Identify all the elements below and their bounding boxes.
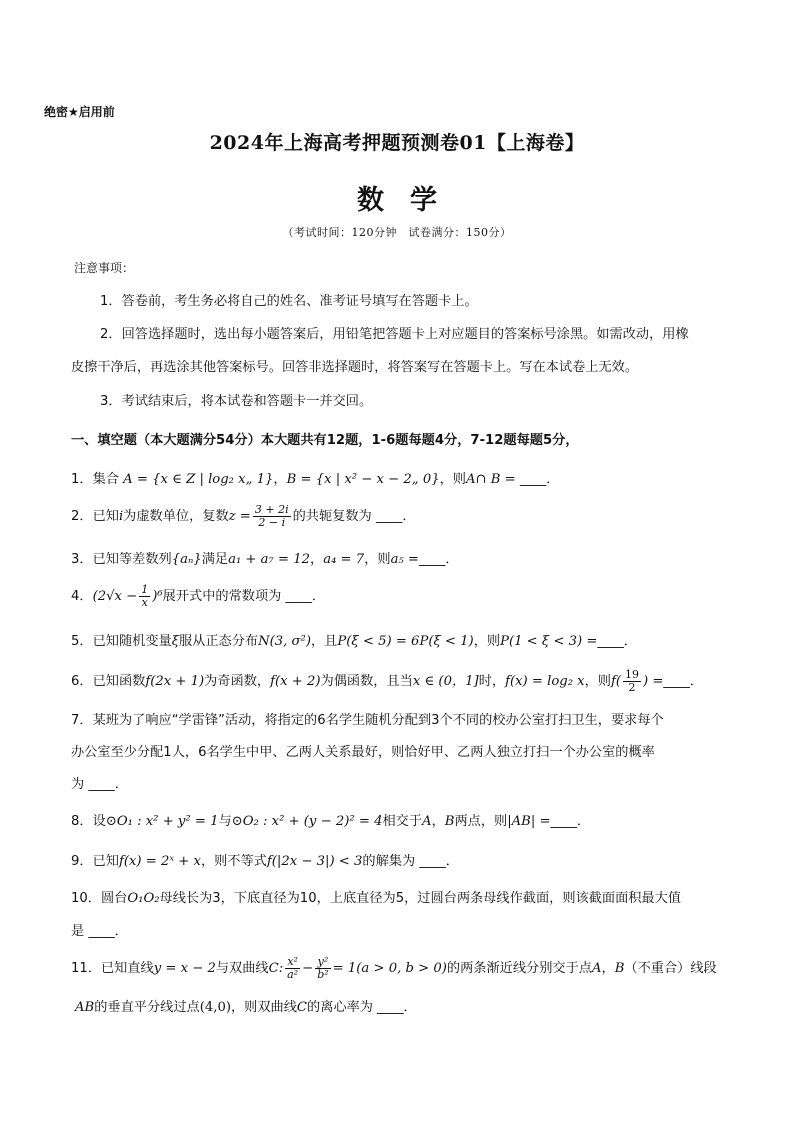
question-9 — [71, 850, 459, 869]
q8-sep: ， — [431, 814, 445, 829]
q3-cond2: a₄ = 7 — [323, 552, 365, 567]
q6-prefix: 6．已知函数 — [71, 674, 146, 690]
q4-expr-b: )⁶ — [152, 589, 163, 605]
question-5 — [71, 630, 637, 649]
q7-line3-text: 为 — [71, 777, 85, 792]
q11-den-2: b² — [317, 967, 329, 981]
question-8 — [71, 810, 590, 829]
q10-frustum-name: O₁O₂ — [127, 891, 160, 906]
q11-point-a: A — [591, 961, 602, 977]
q1-set-b: B = {x | x² − x − 2„ 0} — [286, 472, 440, 487]
q6-domain: x ∈ (0，1] — [412, 674, 479, 690]
notice-item-2-cont: 皮擦干净后，再选涂其他答案标号。回答非选择题时，将答案写在答题卡上。写在本试卷上无效。 — [71, 360, 639, 375]
q6-f2: f(x + 2) — [270, 674, 321, 690]
q5-cond: P(ξ < 5) = 6P(ξ < 1) — [337, 634, 474, 649]
q1-blank[interactable]: ____． — [519, 472, 560, 487]
q8-mid2: 相交于 — [382, 814, 423, 829]
q9-mid: ，则不等式 — [200, 854, 267, 869]
question-2 — [71, 504, 416, 528]
q6-ask: ，则 — [584, 674, 611, 690]
q1-sep: ， — [273, 472, 287, 487]
q1-set-a: A = {x ∈ Z | log₂ x„ 1} — [123, 472, 274, 487]
confidential-label: 绝密★启用前 — [44, 105, 115, 119]
q10-line1-text: 母线长为3，下底直径为10，上底直径为5，过圆台两条母线作截面，则该截面面积最大值 — [159, 891, 682, 906]
q11-num-2: y² — [315, 956, 330, 969]
q3-target: a₅ = — [390, 552, 419, 567]
q6-target: f( — [611, 674, 622, 690]
question-10-line-1 — [71, 887, 681, 906]
q11-line-eq: y = x − 2 — [153, 961, 216, 977]
q11-den-1: a² — [287, 967, 299, 981]
q11-prefix: 11．已知直线 — [71, 961, 154, 977]
q9-prefix: 9．已知 — [71, 854, 119, 869]
notice-item-3: 3．考试结束后，将本试卷和答题卡一并交回。 — [100, 394, 373, 409]
q2-z: z = — [228, 509, 251, 525]
q4-numerator: 1 — [141, 583, 149, 596]
q10-blank[interactable]: ____． — [88, 924, 128, 939]
q10-line2-text: 是 — [71, 924, 85, 939]
q11-point-b: B — [614, 961, 625, 977]
q8-target: |AB| = — [507, 814, 551, 829]
q11-curve: C: — [268, 961, 284, 977]
notice-item-2: 2．回答选择题时，选出每小题答案后，用铅笔把答题卡上对应题目的答案标号涂黑。如需改动，用橡 — [100, 327, 689, 342]
q2-i: i — [118, 509, 124, 525]
q8-circle-2: ⊙O₂ : x² + (y − 2)² = 4 — [231, 814, 383, 829]
q8-point-a: A — [422, 814, 432, 829]
q2-blank[interactable]: ____． — [375, 509, 416, 525]
q3-mid: 满足 — [201, 552, 229, 567]
q6-fraction — [623, 669, 641, 693]
q6-f3: f(x) = log₂ x — [505, 674, 585, 690]
q6-denominator: 2 — [628, 680, 636, 694]
q8-point-b: B — [444, 814, 455, 829]
q11-segment: AB — [75, 1000, 95, 1015]
q8-mid: 与 — [218, 814, 232, 829]
q2-post: 的共轭复数为 — [292, 509, 372, 525]
q4-denominator: x — [141, 595, 148, 609]
question-7-line-1: 7．某班为了响应“学雷锋”活动，将指定的6名学生随机分配到3个不同的校办公室打扫卫生，要求每个 — [71, 713, 664, 728]
q1-ask: ，则 — [439, 472, 466, 487]
q5-xi: ξ — [171, 634, 179, 649]
q2-fraction — [253, 504, 291, 528]
q11-minus: − — [302, 961, 314, 977]
q9-blank[interactable]: ____． — [419, 854, 459, 869]
exam-title: 2024年上海高考押题预测卷01【上海卷】 — [209, 132, 585, 154]
q11-point: (4,0) — [199, 1000, 231, 1015]
q11-num-1: x² — [285, 956, 300, 969]
q1-expr: A∩ B = — [465, 472, 516, 487]
q4-blank[interactable]: ____． — [285, 589, 326, 605]
question-11-line-2 — [75, 996, 417, 1015]
q5-mid: 服从正态分布 — [178, 634, 259, 649]
q3-blank[interactable]: ____． — [418, 552, 459, 567]
q5-mid2: ，且 — [311, 634, 338, 649]
q9-post: 的解集为 — [362, 854, 416, 869]
q4-fraction — [139, 584, 150, 608]
q11-fraction-1 — [285, 956, 300, 980]
q2-prefix: 2．已知 — [71, 509, 119, 525]
q8-blank[interactable]: ____． — [550, 814, 591, 829]
q3-ask: ，则 — [364, 552, 391, 567]
q2-mid: 为虚数单位，复数 — [123, 509, 229, 525]
q11-curve-c: C — [296, 1000, 308, 1015]
q2-numerator: 3 + 2i — [254, 503, 289, 516]
question-4 — [71, 584, 325, 608]
q3-seq: {aₙ} — [171, 552, 202, 567]
question-3 — [71, 548, 459, 567]
q6-target-end: ) = — [643, 674, 664, 690]
exam-info: （考试时间：120分钟 试卷满分：150分） — [282, 226, 512, 239]
q11-fraction-2 — [315, 956, 330, 980]
q8-ask: 两点，则 — [454, 814, 508, 829]
q1-prefix: 1．集合 — [71, 472, 119, 487]
q6-blank[interactable]: ____． — [663, 674, 703, 690]
q9-inequality: f(|2x − 3|) < 3 — [266, 854, 363, 869]
q5-ask: ，则 — [473, 634, 501, 649]
q11-blank[interactable]: ____． — [377, 1000, 417, 1015]
question-6 — [71, 669, 703, 693]
q10-prefix: 10．圆台 — [71, 891, 128, 906]
q11-post: 的两条渐近线分别交于点 — [446, 961, 592, 977]
q11-l2-mid: 的垂直平分线过点 — [94, 1000, 200, 1015]
question-1 — [71, 468, 559, 487]
q2-denominator: 2 − i — [258, 515, 286, 529]
q4-post: 展开式中的常数项为 — [162, 589, 282, 605]
subject-title: 数学 — [357, 185, 463, 216]
q11-sep: ， — [601, 961, 615, 977]
q3-cond1: a₁ + a₇ = 12 — [228, 552, 311, 567]
q5-blank[interactable]: ____． — [597, 634, 637, 649]
q3-sep: ， — [310, 552, 324, 567]
question-10-line-2 — [71, 920, 128, 939]
q6-mid1: 为奇函数， — [204, 674, 271, 690]
q6-mid2: 为偶函数，且当 — [320, 674, 413, 690]
q3-prefix: 3．已知等差数列 — [71, 552, 172, 567]
section-heading: 一、填空题（本大题满分54分）本大题共有12题，1-6题每题4分，7-12题每题5分， — [71, 433, 579, 448]
notice-item-1: 1．答卷前，考生务必将自己的姓名、准考证号填写在答题卡上。 — [100, 294, 478, 309]
q6-numerator: 19 — [625, 668, 640, 681]
q11-l2-ask: ，则双曲线 — [230, 1000, 297, 1015]
q8-prefix: 8．设 — [71, 814, 106, 829]
q8-circle-1: ⊙O₁ : x² + y² = 1 — [105, 814, 219, 829]
question-7-line-2: 办公室至少分配1人，6名学生中甲、乙两人关系最好，则恰好甲、乙两人独立打扫一个办公室的概率 — [71, 745, 655, 760]
question-11-line-1 — [71, 956, 717, 980]
q5-prefix: 5．已知随机变量 — [71, 634, 172, 649]
q7-blank[interactable]: ____． — [88, 777, 128, 792]
q9-function: f(x) = 2ˣ + x — [118, 854, 201, 869]
q11-mid: 与双曲线 — [215, 961, 269, 977]
q5-dist: N(3, σ²) — [258, 634, 311, 649]
q4-prefix: 4． — [71, 589, 93, 605]
q11-condition: = 1(a > 0, b > 0) — [332, 961, 447, 977]
q5-target: P(1 < ξ < 3) = — [500, 634, 598, 649]
question-7-line-3 — [71, 773, 128, 792]
q6-mid3: 时， — [478, 674, 506, 690]
q6-f1: f(2x + 1) — [145, 674, 205, 690]
q4-expr-a: (2√x − — [92, 589, 138, 605]
notice-title: 注意事项： — [74, 261, 135, 275]
q11-l2-post: 的离心率为 — [307, 1000, 373, 1015]
q11-post2: （不重合）线段 — [624, 961, 717, 977]
